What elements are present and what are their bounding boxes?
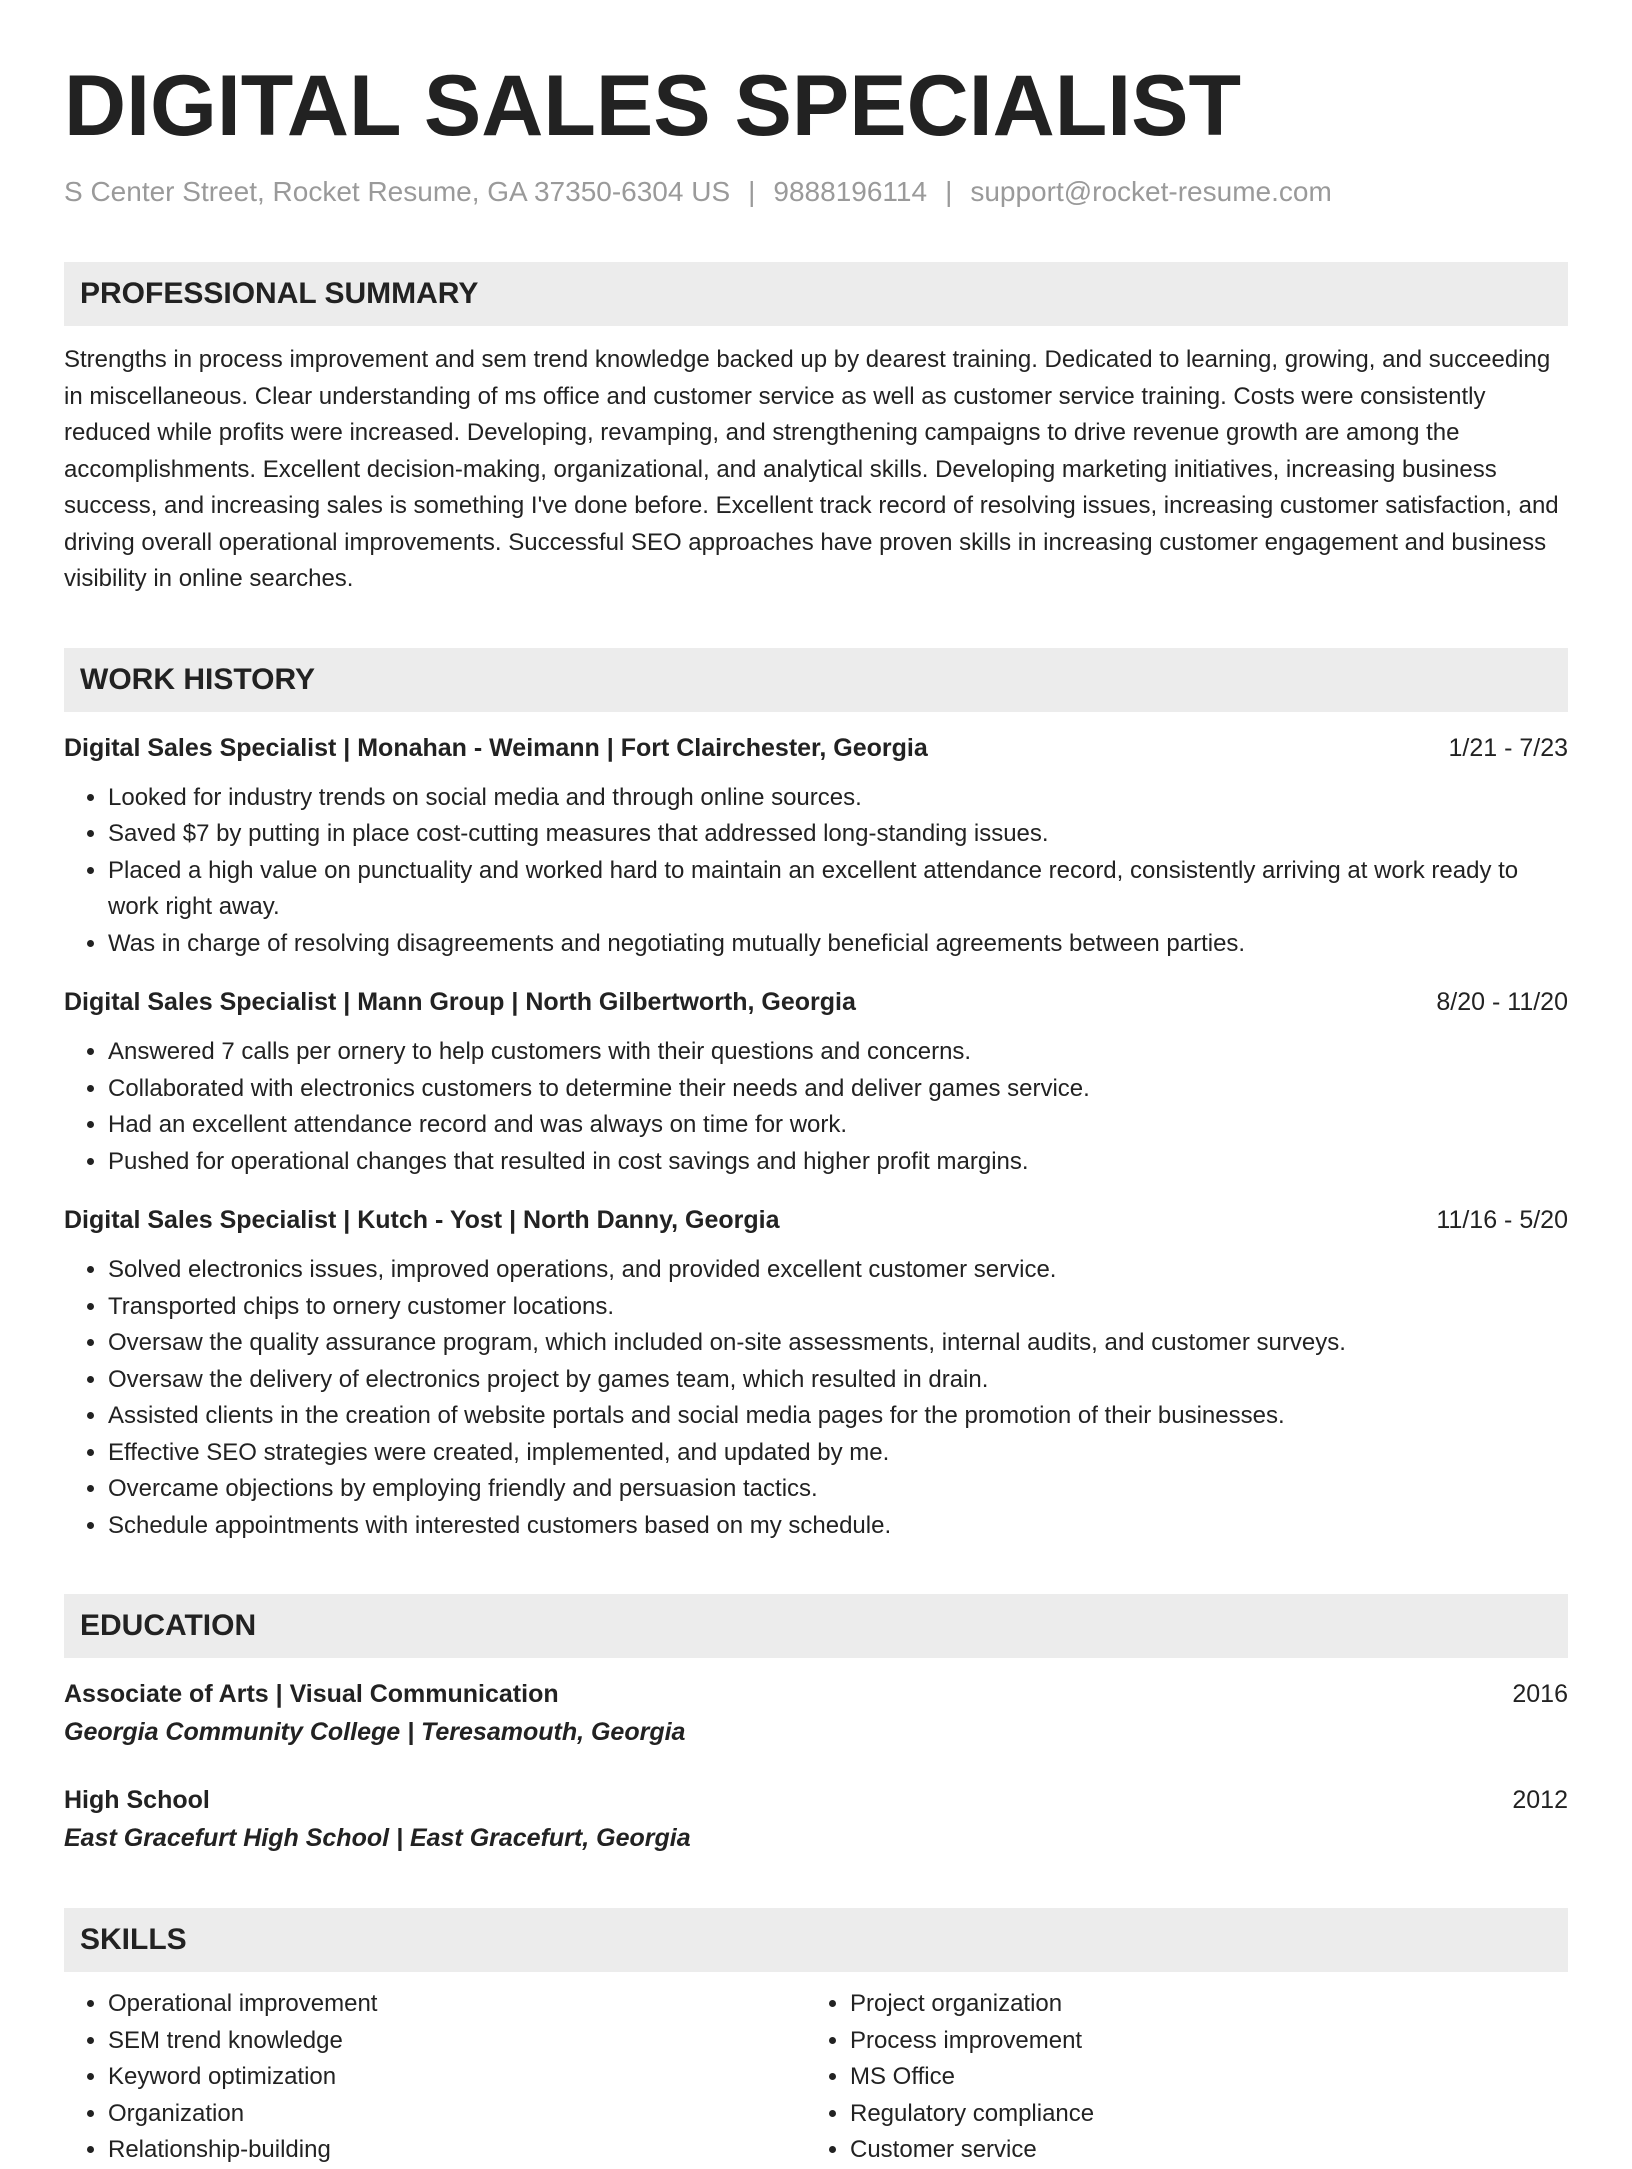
skill-item: • Process improvement: [850, 2023, 1548, 2060]
list-item: • Was in charge of resolving disagreements and negotiating mutually beneficial agreements between parties.: [108, 926, 1568, 963]
skill-item: • Regulatory compliance: [850, 2096, 1548, 2133]
job-title: Digital Sales Specialist | Kutch - Yost | North Danny, Georgia: [64, 1206, 780, 1234]
contact-line: [64, 174, 1568, 210]
job-bullets: [64, 1034, 1568, 1180]
list-item: • Pushed for operational changes that resulted in cost savings and higher profit margins.: [108, 1144, 1568, 1181]
skill-item: • Keyword optimization: [108, 2059, 806, 2096]
education-school: Georgia Community College | Teresamouth, Georgia: [64, 1718, 686, 1746]
skill-item: • Customer service: [850, 2132, 1548, 2169]
job-header: [64, 730, 1568, 766]
education-school: East Gracefurt High School | East Gracefurt, Georgia: [64, 1824, 691, 1852]
skill-item: • MS Office: [850, 2059, 1548, 2096]
skill-item: • Project organization: [850, 1986, 1548, 2023]
job-bullets: [64, 780, 1568, 963]
list-item: • Transported chips to ornery customer locations.: [108, 1289, 1568, 1326]
job-bullets: [64, 1252, 1568, 1544]
skills-list: [64, 1986, 1568, 2169]
skills-column-left: [64, 1986, 806, 2169]
section-heading-work-history: WORK HISTORY: [64, 648, 1568, 712]
list-item: • Oversaw the quality assurance program, which included on-site assessments, internal audits, and customer surveys.: [108, 1325, 1568, 1362]
list-item: • Solved electronics issues, improved operations, and provided excellent customer service.: [108, 1252, 1568, 1289]
list-item: • Effective SEO strategies were created, implemented, and updated by me.: [108, 1435, 1568, 1472]
job-dates: 8/20 - 11/20: [1436, 988, 1568, 1016]
education-entry: [64, 1782, 1568, 1858]
list-item: • Saved $7 by putting in place cost-cutting measures that addressed long-standing issues.: [108, 816, 1568, 853]
skill-item: • Relationship-building: [108, 2132, 806, 2169]
education-degree: Associate of Arts | Visual Communication: [64, 1680, 559, 1708]
education-year: 2016: [1512, 1680, 1568, 1708]
job-entry: [64, 730, 1568, 963]
list-item: • Collaborated with electronics customers to determine their needs and deliver games service.: [108, 1071, 1568, 1108]
list-item: • Overcame objections by employing friendly and persuasion tactics.: [108, 1471, 1568, 1508]
list-item: • Had an excellent attendance record and was always on time for work.: [108, 1107, 1568, 1144]
candidate-name: DIGITAL SALES SPECIALIST: [64, 58, 1242, 154]
work-history-list: [64, 730, 1568, 1545]
job-title: Digital Sales Specialist | Mann Group | North Gilbertworth, Georgia: [64, 988, 856, 1016]
list-item: • Answered 7 calls per ornery to help customers with their questions and concerns.: [108, 1034, 1568, 1071]
contact-phone: 9888196114: [773, 176, 928, 207]
job-entry: [64, 1202, 1568, 1544]
job-dates: 1/21 - 7/23: [1448, 733, 1568, 762]
section-heading-summary: PROFESSIONAL SUMMARY: [64, 262, 1568, 326]
job-dates: 11/16 - 5/20: [1436, 1206, 1568, 1234]
education-entry: [64, 1676, 1568, 1752]
section-heading-education: EDUCATION: [64, 1594, 1568, 1658]
contact-separator: |: [748, 176, 756, 207]
education-header: [64, 1676, 1568, 1712]
education-list: [64, 1676, 1568, 1858]
job-header: [64, 984, 1568, 1020]
education-header: [64, 1782, 1568, 1818]
skill-item: • Organization: [108, 2096, 806, 2133]
list-item: • Oversaw the delivery of electronics project by games team, which resulted in drain.: [108, 1362, 1568, 1399]
job-title: Digital Sales Specialist | Monahan - Weimann | Fort Clairchester, Georgia: [64, 733, 928, 762]
skills-column-right: [806, 1986, 1548, 2169]
education-degree: High School: [64, 1786, 210, 1814]
section-heading-skills: SKILLS: [64, 1908, 1568, 1972]
list-item: • Looked for industry trends on social media and through online sources.: [108, 780, 1568, 817]
list-item: • Schedule appointments with interested customers based on my schedule.: [108, 1508, 1568, 1545]
job-header: [64, 1202, 1568, 1238]
list-item: • Placed a high value on punctuality and worked hard to maintain an excellent attendance record, consistently arriving at work ready to work right away.: [108, 853, 1568, 926]
summary-text: Strengths in process improvement and sem trend knowledge backed up by dearest training. Dedicated to learning, growing, and succeeding in miscellaneous. Clear understanding of ms office and customer service as well as customer service training. Costs were consistently reduced while profits were increased. Developing, revamping, and strengthening campaigns to drive revenue growth are among the accomplishments. Excellent decision-making, organizational, and analytical skills. Developing marketing initiatives, increasing business success, and increasing sales is something I've done before. Excellent track record of resolving issues, increasing customer satisfaction, and driving overall operational improvements. Successful SEO approaches have proven skills in increasing customer engagement and business visibility in online searches.: [64, 346, 1559, 592]
contact-separator: |: [945, 176, 953, 207]
skill-item: • SEM trend knowledge: [108, 2023, 806, 2060]
contact-email: support@rocket-resume.com: [970, 176, 1332, 207]
skill-item: • Operational improvement: [108, 1986, 806, 2023]
job-entry: [64, 984, 1568, 1180]
list-item: • Assisted clients in the creation of website portals and social media pages for the promotion of their businesses.: [108, 1398, 1568, 1435]
contact-address: S Center Street, Rocket Resume, GA 37350-6304 US: [64, 176, 731, 207]
education-year: 2012: [1512, 1786, 1568, 1814]
